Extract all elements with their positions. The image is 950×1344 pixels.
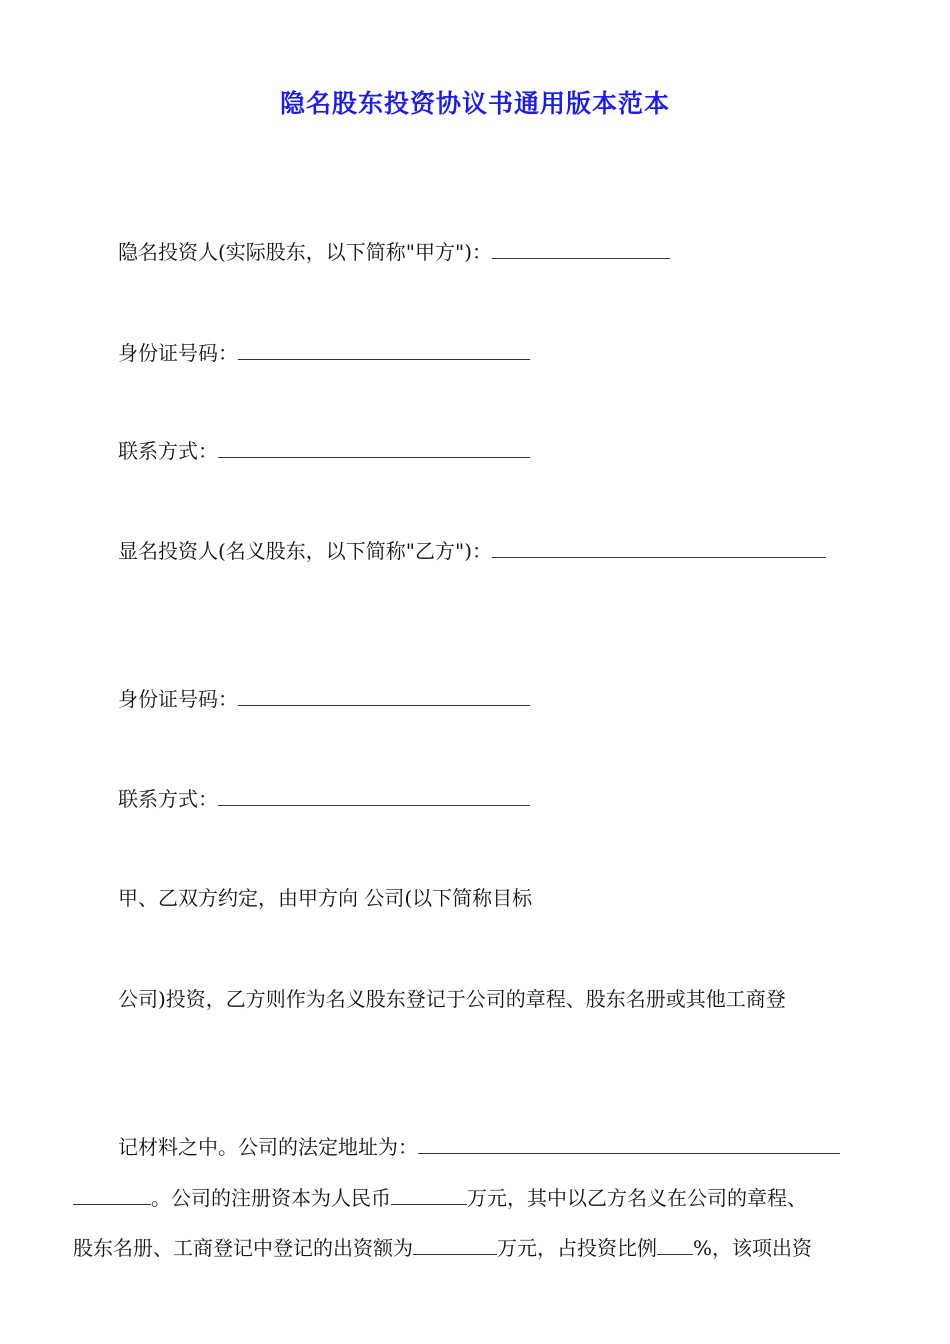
registered-capital-blank[interactable] — [391, 1184, 467, 1205]
body-text: 万元，占投资比例 — [497, 1236, 657, 1260]
body-line-4 — [73, 1184, 807, 1212]
body-text: 记材料之中。公司的法定地址为： — [118, 1135, 418, 1159]
party-a-contact-label: 联系方式： — [118, 439, 218, 463]
document-title: 隐名股东投资协议书通用版本范本 — [279, 89, 670, 118]
party-b-intro-row — [118, 537, 826, 565]
party-a-intro-label: 隐名投资人(实际股东，以下简称"甲方")： — [118, 240, 493, 264]
party-b-id-label: 身份证号码： — [118, 687, 238, 711]
investment-ratio-blank[interactable] — [657, 1234, 693, 1255]
body-text: 甲、乙双方约定，由甲方向 公司(以下简称目标 — [118, 886, 533, 910]
body-text: 万元，其中以乙方名义在公司的章程、 — [467, 1186, 807, 1210]
party-b-intro-label: 显名投资人(名义股东，以下简称"乙方")： — [118, 539, 493, 563]
body-text: %，该项出资 — [693, 1236, 813, 1260]
party-b-id-row — [118, 685, 530, 713]
party-b-contact-row — [118, 785, 530, 813]
party-b-name-blank[interactable] — [492, 537, 826, 558]
body-text: 股东名册、工商登记中登记的出资额为 — [73, 1236, 413, 1260]
party-a-intro-row — [118, 238, 670, 266]
registered-contribution-blank[interactable] — [413, 1234, 497, 1255]
body-line-5 — [73, 1234, 812, 1262]
legal-address-blank[interactable] — [418, 1133, 840, 1154]
body-line-1 — [118, 884, 532, 912]
party-b-contact-blank[interactable] — [218, 785, 530, 806]
party-a-id-row — [118, 339, 530, 367]
party-b-id-blank[interactable] — [238, 685, 530, 706]
body-text: 。公司的注册资本为人民币 — [151, 1186, 391, 1210]
body-line-3 — [118, 1133, 840, 1161]
legal-address-continuation-blank[interactable] — [73, 1184, 151, 1205]
party-a-id-label: 身份证号码： — [118, 341, 238, 365]
body-line-2 — [118, 985, 786, 1013]
party-a-contact-blank[interactable] — [218, 437, 530, 458]
body-text: 公司)投资，乙方则作为名义股东登记于公司的章程、股东名册或其他工商登 — [118, 987, 786, 1011]
party-a-contact-row — [118, 437, 530, 465]
party-a-name-blank[interactable] — [492, 238, 670, 259]
party-a-id-blank[interactable] — [238, 339, 530, 360]
party-b-contact-label: 联系方式： — [118, 787, 218, 811]
